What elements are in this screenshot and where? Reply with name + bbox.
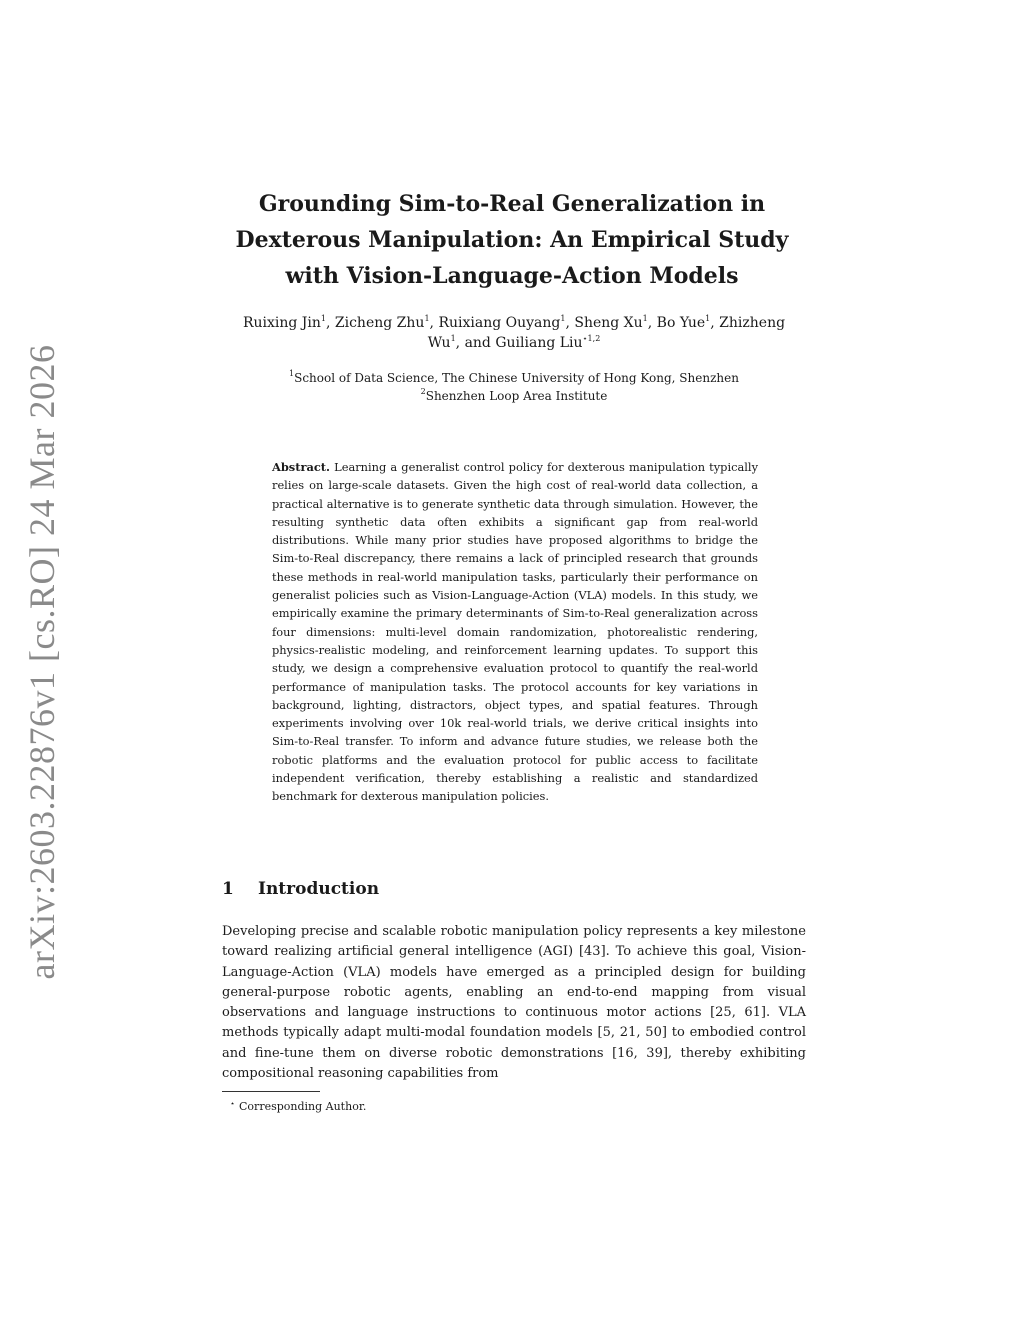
paper-title [160,186,864,294]
author-name: Ruixiang Ouyang [438,315,561,331]
author-line-2: Wu$^1$, and Guiliang Liu$^{⋆1,2}$ [427,334,601,351]
author-name: Guiliang Liu [495,335,583,351]
author-joiner: and [464,335,491,351]
title-line-3: with Vision-Language-Action Models [285,263,739,289]
author-affiliation-mark: 1 [320,314,326,323]
footnote-rule [222,1091,320,1092]
author-affiliation-mark: 1 [705,314,711,323]
affiliation-2 [222,387,806,405]
author-name: Bo Yue [656,315,706,331]
author-list [222,313,806,353]
footnote-mark: ⋆ [230,1099,236,1108]
arxiv-stamp-text: arXiv:2603.22876v1 [cs.RO] 24 Mar 2026 [22,344,62,980]
section-title: Introduction [258,879,380,899]
author-affiliation-mark: 1 [424,314,430,323]
affiliation-text: Shenzhen Loop Area Institute [425,389,608,403]
author-affiliation-mark: ⋆1,2 [582,334,601,343]
abstract-text: Learning a generalist control policy for dexterous manipulation typically relies on large-scale datasets. Given the high cost of real-world data collection, a practical alternative is to generate synthetic data through simulation. However, the resulting synthetic data often exhibits a significant gap from real-world distributions. While many prior studies have proposed algorithms to bridge the Sim-to-Real discrepancy, there remains a lack of principled research that grounds these methods in real-world manipulation tasks, particularly their performance on generalist policies such as Vision-Language-Action (VLA) models. In this study, we empirically examine the primary determinants of Sim-to-Real generalization across four dimensions: multi-level domain randomization, photorealistic rendering, physics-realistic modeling, and reinforcement learning updates. To support this study, we design a comprehensive evaluation protocol to quantify the real-world performance of manipulation tasks. The protocol accounts for key variations in background, lighting, distractors, object types, and spatial features. Through experiments involving over 10k real-world trials, we derive critical insights into Sim-to-Real transfer. To inform and advance future studies, we release both the robotic platforms and the evaluation protocol for public access to facilitate independent verification, thereby establishing a realistic and standardized benchmark for dexterous manipulation policies. [272,460,758,804]
author-name: Wu [427,335,451,351]
affiliations [222,369,806,405]
affiliation-1 [222,369,806,387]
footnote [230,1096,366,1115]
title-line-1: Grounding Sim-to-Real Generalization in [258,191,766,217]
author-line-1: Ruixing Jin$^1$, Zicheng Zhu$^1$, Ruixiang Ouyang$^1$, Sheng Xu$^1$, Bo Yue$^1$, Zhizheng [242,314,786,331]
author-name: Ruixing Jin [242,315,321,331]
author-affiliation-mark: 1 [642,314,648,323]
affiliation-mark: 2 [420,387,426,396]
footnote-text: Corresponding Author. [239,1100,367,1113]
affiliation-text: School of Data Science, The Chinese University of Hong Kong, Shenzhen [294,371,739,385]
title-line-2: Dexterous Manipulation: An Empirical Study [235,227,789,253]
author-name: Sheng Xu [574,315,643,331]
abstract [272,458,758,806]
author-affiliation-mark: 1 [560,314,566,323]
intro-paragraph: Developing precise and scalable robotic manipulation policy represents a key milestone toward realizing artificial general intelligence (AGI) [43]. To achieve this goal, Vision-Language-Action (VLA) models have emerged as a principled design for building general-purpose robotic agents, enabling an end-to-end mapping from visual observations and language instructions to continuous motor actions [25, 61]. VLA methods typically adapt multi-modal foundation models [5, 21, 50] to embodied control and fine-tune them on diverse robotic demonstrations [16, 39], thereby exhibiting compositional reasoning capabilities from [222,924,806,1082]
abstract-heading: Abstract. [272,460,331,474]
author-affiliation-mark: 1 [450,334,456,343]
author-name: Zicheng Zhu [334,315,425,331]
section-number: 1 [222,879,234,899]
section-heading [222,876,379,902]
author-name: Zhizheng [719,315,786,331]
affiliation-mark: 1 [289,369,295,378]
